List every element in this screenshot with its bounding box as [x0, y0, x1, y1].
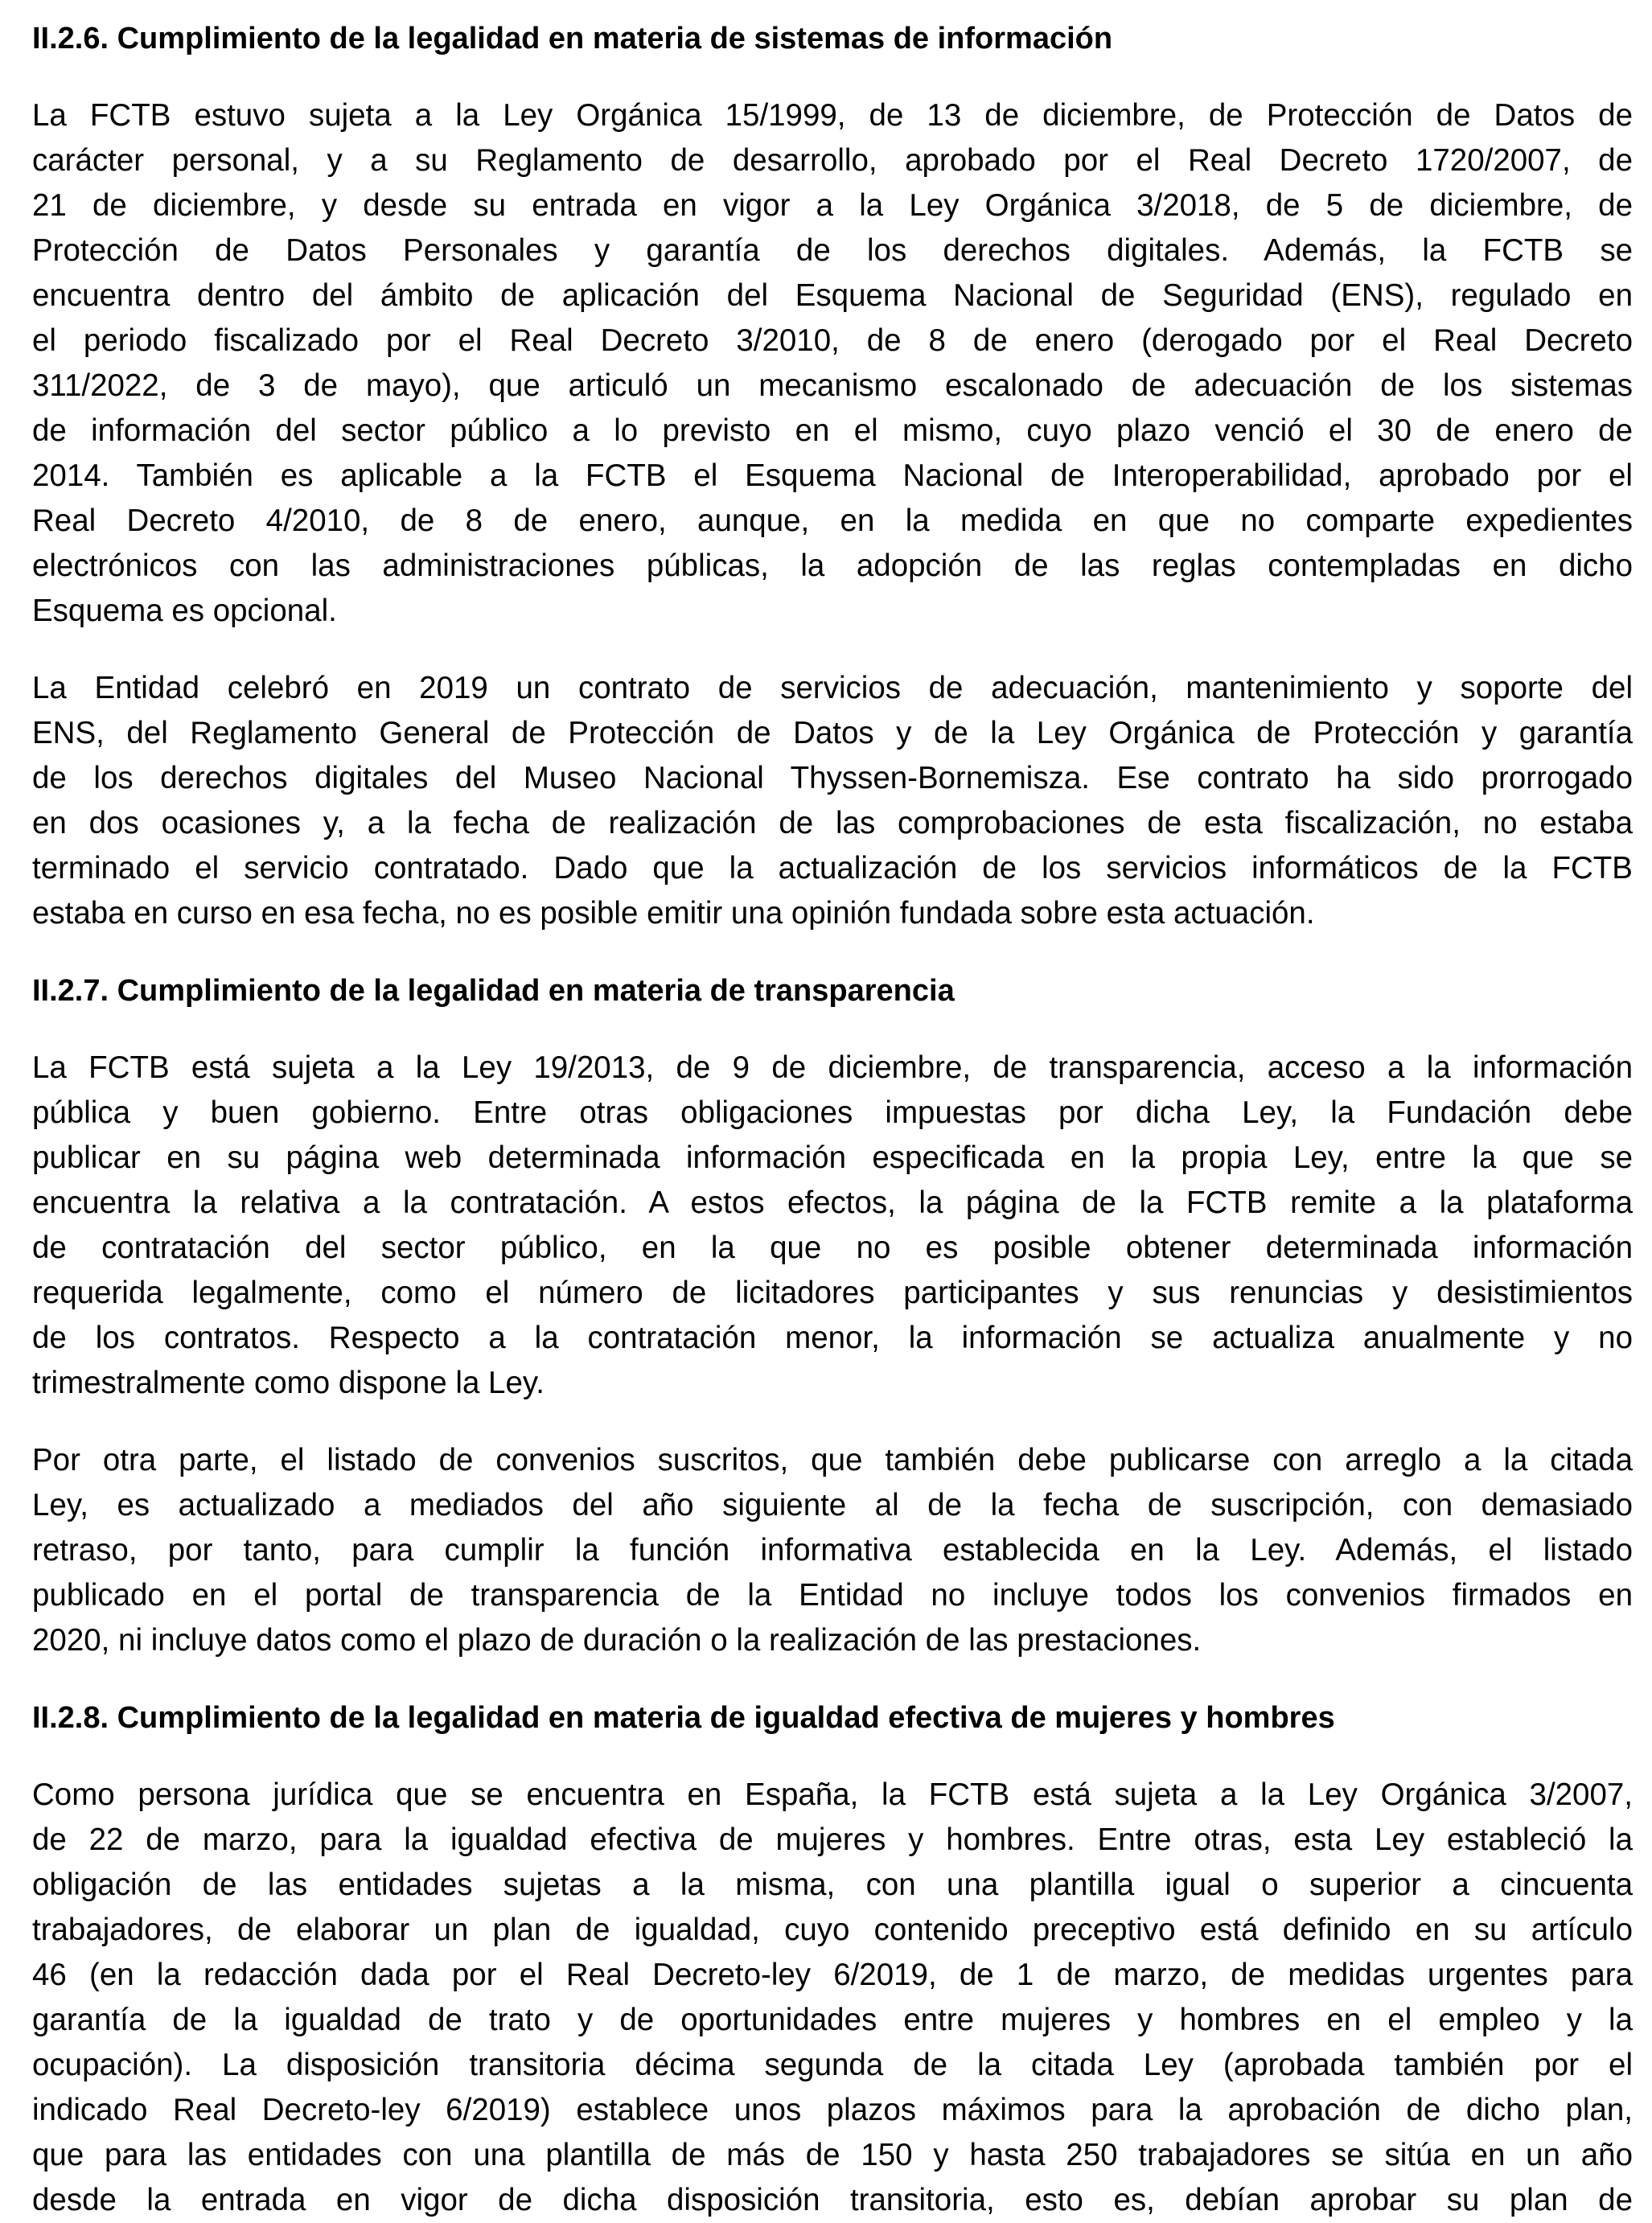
- text-line: 2020, ni incluye datos como el plazo de duración o la realización de las prestaciones.: [32, 1623, 1202, 1658]
- paragraph: [32, 666, 1633, 936]
- text-line: ENS, del Reglamento General de Protección de Datos y de la Ley Orgánica de Protección y garantía: [32, 716, 1633, 750]
- text-line: Ley, es actualizado a mediados del año siguiente al de la fecha de suscripción, con demasiado: [32, 1488, 1633, 1522]
- text-line: La FCTB está sujeta a la Ley 19/2013, de 9 de diciembre, de transparencia, acceso a la información: [32, 1050, 1633, 1085]
- text-line: La Entidad celebró en 2019 un contrato de servicios de adecuación, mantenimiento y soporte del: [32, 671, 1633, 705]
- text-line: de información del sector público a lo previsto en el mismo, cuyo plazo venció el 30 de enero de: [32, 413, 1633, 448]
- text-line: electrónicos con las administraciones públicas, la adopción de las reglas contempladas en dicho: [32, 549, 1633, 583]
- text-line: desde la entrada en vigor de dicha disposición transitoria, esto es, debían aprobar su plan de: [32, 2183, 1633, 2217]
- section: [32, 1695, 1633, 2223]
- text-line: obligación de las entidades sujetas a la misma, con una plantilla igual o superior a cincuenta: [32, 1868, 1633, 1902]
- text-line: Esquema es opcional.: [32, 594, 337, 628]
- text-line: publicar en su página web determinada información especificada en la propia Ley, entre la que se: [32, 1140, 1633, 1175]
- text-line: 46 (en la redacción dada por el Real Decreto-ley 6/2019, de 1 de marzo, de medidas urgentes para: [32, 1958, 1633, 1992]
- section: [32, 968, 1633, 1663]
- text-line: garantía de la igualdad de trato y de oportunidades entre mujeres y hombres en el empleo y la: [32, 2003, 1633, 2037]
- text-line: pública y buen gobierno. Entre otras obligaciones impuestas por dicha Ley, la Fundación debe: [32, 1095, 1633, 1130]
- text-line: de los derechos digitales del Museo Nacional Thyssen-Bornemisza. Ese contrato ha sido prorrogado: [32, 761, 1633, 795]
- text-line: carácter personal, y a su Reglamento de desarrollo, aprobado por el Real Decreto 1720/2007, de: [32, 143, 1633, 178]
- text-line: encuentra la relativa a la contratación. A estos efectos, la página de la FCTB remite a la plataforma: [32, 1185, 1633, 1220]
- text-line: trimestralmente como dispone la Ley.: [32, 1366, 545, 1400]
- text-line: trabajadores, de elaborar un plan de igualdad, cuyo contenido preceptivo está definido en su artículo: [32, 1913, 1633, 1947]
- text-line: estaba en curso en esa fecha, no es posible emitir una opinión fundada sobre esta actuación.: [32, 896, 1315, 931]
- text-line: de 22 de marzo, para la igualdad efectiva de mujeres y hombres. Entre otras, esta Ley estableció la: [32, 1822, 1633, 1857]
- paragraph: [32, 1046, 1633, 1406]
- text-line: 21 de diciembre, y desde su entrada en vigor a la Ley Orgánica 3/2018, de 5 de diciembre, de: [32, 188, 1633, 223]
- section-heading: II.2.6. Cumplimiento de la legalidad en materia de sistemas de información: [32, 22, 1113, 55]
- text-line: Protección de Datos Personales y garantía de los derechos digitales. Además, la FCTB se: [32, 233, 1633, 268]
- section-heading: II.2.8. Cumplimiento de la legalidad en materia de igualdad efectiva de mujeres y hombres: [32, 1701, 1335, 1735]
- text-line: Como persona jurídica que se encuentra en España, la FCTB está sujeta a la Ley Orgánica 3/2007,: [32, 1777, 1633, 1812]
- text-line: ocupación). La disposición transitoria décima segunda de la citada Ley (aprobada también por el: [32, 2048, 1633, 2082]
- text-line: en dos ocasiones y, a la fecha de realización de las comprobaciones de esta fiscalización, no estaba: [32, 806, 1633, 840]
- paragraph: [32, 1438, 1633, 1663]
- text-line: 311/2022, de 3 de mayo), que articuló un mecanismo escalonado de adecuación de los sistemas: [32, 368, 1633, 403]
- text-line: Por otra parte, el listado de convenios suscritos, que también debe publicarse con arreglo a la citada: [32, 1443, 1633, 1477]
- text-line: publicado en el portal de transparencia de la Entidad no incluye todos los convenios firmados en: [32, 1578, 1633, 1613]
- section: [32, 16, 1633, 936]
- text-line: terminado el servicio contratado. Dado que la actualización de los servicios informáticos de la FCTB: [32, 851, 1633, 886]
- section-heading: II.2.7. Cumplimiento de la legalidad en materia de transparencia: [32, 974, 955, 1008]
- text-line: Real Decreto 4/2010, de 8 de enero, aunque, en la medida en que no comparte expedientes: [32, 503, 1633, 538]
- text-line: encuentra dentro del ámbito de aplicación del Esquema Nacional de Seguridad (ENS), regulado en: [32, 278, 1633, 313]
- text-line: el periodo fiscalizado por el Real Decreto 3/2010, de 8 de enero (derogado por el Real Decreto: [32, 323, 1633, 358]
- text-line: de los contratos. Respecto a la contratación menor, la información se actualiza anualmente y no: [32, 1321, 1633, 1355]
- text-line: requerida legalmente, como el número de licitadores participantes y sus renuncias y desistimientos: [32, 1276, 1633, 1310]
- text-line: indicado Real Decreto-ley 6/2019) establece unos plazos máximos para la aprobación de dicho plan,: [32, 2093, 1633, 2127]
- text-line: retraso, por tanto, para cumplir la función informativa establecida en la Ley. Además, el listado: [32, 1533, 1633, 1568]
- paragraph: [32, 1773, 1633, 2223]
- text-line: de contratación del sector público, en la que no es posible obtener determinada información: [32, 1231, 1633, 1265]
- text-line: 2014. También es aplicable a la FCTB el Esquema Nacional de Interoperabilidad, aprobado por el: [32, 458, 1633, 493]
- text-line: que para las entidades con una plantilla de más de 150 y hasta 250 trabajadores se sitúa en un año: [32, 2138, 1633, 2172]
- text-line: La FCTB estuvo sujeta a la Ley Orgánica 15/1999, de 13 de diciembre, de Protección de Datos de: [32, 98, 1633, 133]
- paragraph: [32, 93, 1633, 634]
